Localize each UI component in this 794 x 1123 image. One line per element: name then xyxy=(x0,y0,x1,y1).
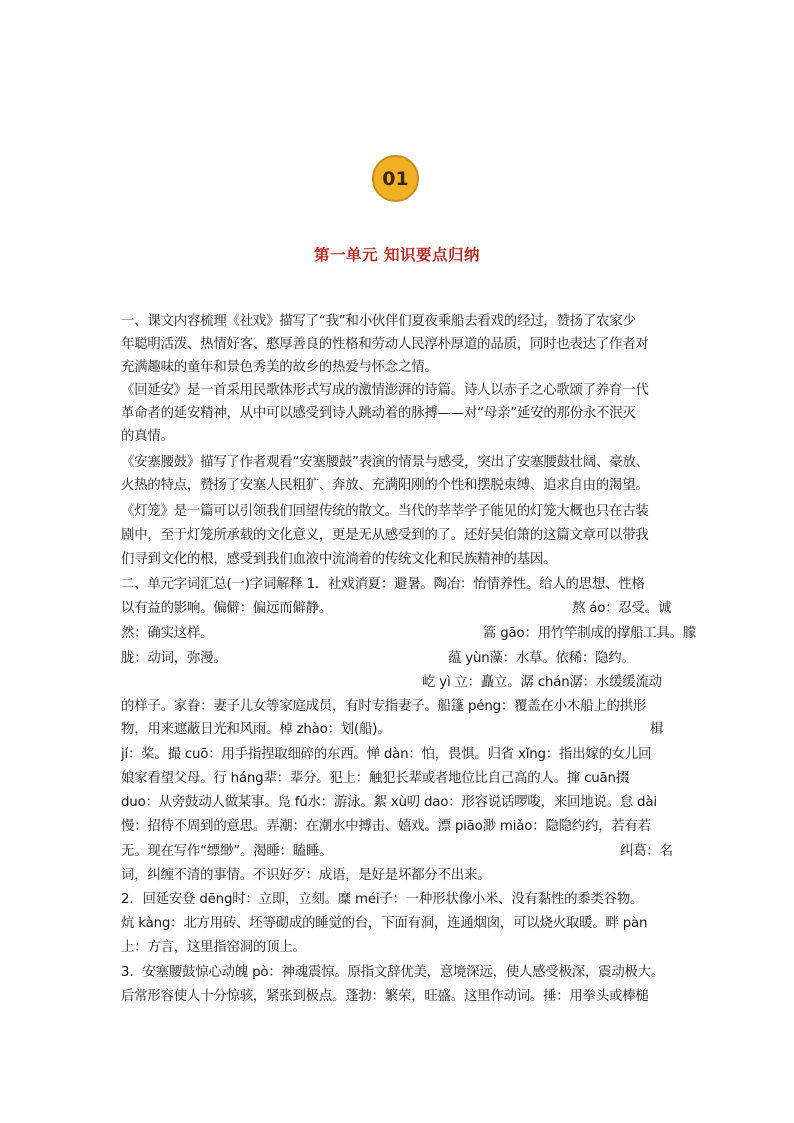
text-line: 屹 yì 立：矗立。潺 chán潺：水缓缓流动 xyxy=(422,675,662,690)
text-line: 熬 áo：忍受。诚 xyxy=(572,601,672,616)
text-line: 纠葛：名 xyxy=(620,844,673,859)
text-line: 3．安塞腰鼓惊心动魄 pò：神魂震惊。原指文辞优美，意境深远，使人感受极深，震动极大。 xyxy=(121,965,665,980)
text-line: 胧：动词，弥漫。 xyxy=(121,651,227,666)
text-line: 一、课文内容梳理《社戏》描写了“我”和小伙伴们夏夜乘船去看戏的经过，赞扬了农家少 xyxy=(121,314,636,329)
text-line: 词，纠缠不清的事情。不识好歹：成语，是好是坏都分不出来。 xyxy=(121,868,491,883)
section-number-badge xyxy=(372,155,419,202)
text-line: 们寻到文化的根，感受到我们血液中流淌着的传统文化和民族精神的基因。 xyxy=(121,552,557,567)
text-line: 的真情。 xyxy=(121,429,174,444)
badge-number: 01 xyxy=(382,167,409,190)
text-line: 年聪明活泼、热情好客、憨厚善良的性格和劳动人民淳朴厚道的品质，同时也表达了作者对 xyxy=(121,337,649,352)
text-line: jí：桨。撮 cuō：用手指捏取细碎的东西。惮 dàn：怕，畏惧。归省 xǐng：指出嫁的女儿回 xyxy=(121,747,652,762)
text-line: 《安塞腰鼓》描写了作者观看“安塞腰鼓”表演的情景与感受，突出了安塞腰鼓壮阔、豪放、 xyxy=(121,455,649,470)
text-line: duo：从旁鼓动人做某事。凫 fú水：游泳。絮 xù叨 dao：形容说话啰唆，来回地说。怠 dài xyxy=(121,795,657,810)
text-line: 二、单元字词汇总(一)字词解释 1．社戏消夏：避暑。陶冶：怡情养性。给人的思想、性格 xyxy=(121,577,645,592)
text-line: 物，用来遮蔽日光和风雨。棹 zhào：划(船)。 xyxy=(121,722,391,737)
text-line: 蕴 yùn藻：水草。依稀：隐约。 xyxy=(448,651,635,666)
text-line: 2．回延安登 dēng时：立即，立刻。糜 méi子：一种形状像小米、没有黏性的黍类谷物。 xyxy=(121,892,644,907)
text-line: 的样子。家眷：妻子儿女等家庭成员，有时专指妻子。船篷 péng：覆盖在小木船上的拱形 xyxy=(121,699,647,714)
text-line: 篙 gāo：用竹竿制成的撑船工具。朦 xyxy=(483,626,697,641)
page-title: 第一单元 知识要点归纳 xyxy=(314,245,480,264)
text-line: 后常形容使人十分惊骇，紧张到极点。蓬勃：繁荣，旺盛。这里作动词。捶：用拳头或棒槌 xyxy=(121,989,649,1004)
text-line: 火热的特点，赞扬了安塞人民粗犷、奔放、充满阳刚的个性和摆脱束缚、追求自由的渴望。 xyxy=(121,478,649,493)
text-line: 《回延安》是一首采用民歌体形式写成的激情澎湃的诗篇。诗人以赤子之心歌颂了养育一代 xyxy=(121,383,649,398)
text-line: 楫 xyxy=(650,722,664,737)
text-line: 剧中，至于灯笼所承载的文化意义，更是无从感受到的了。还好吴伯箫的这篇文章可以带我 xyxy=(121,528,649,543)
badge-circle xyxy=(372,155,419,202)
text-line: 娘家看望父母。行 háng辈：辈分。犯上：触犯长辈或者地位比自己高的人。撺 cuān掇 xyxy=(121,771,630,786)
text-line: 革命者的延安精神，从中可以感受到诗人跳动着的脉搏——对“母亲”延安的那份永不泯灭 xyxy=(121,406,636,421)
text-line: 《灯笼》是一篇可以引领我们回望传统的散文。当代的莘莘学子能见的灯笼大概也只在古装 xyxy=(121,504,649,519)
text-line: 充满趣味的童年和景色秀美的故乡的热爱与怀念之情。 xyxy=(121,360,438,375)
text-line: 慢：招待不周到的意思。弄潮：在潮水中搏击、嬉戏。漂 piāo渺 miǎo：隐隐约约，若有若 xyxy=(121,819,651,834)
text-line: 上：方言，这里指窑洞的顶上。 xyxy=(121,940,306,955)
text-line: 以有益的影响。偏僻：偏远而僻静。 xyxy=(121,601,333,616)
text-line: 然：确实这样。 xyxy=(121,626,214,641)
text-line: 无。现在写作“缥缈”。渴睡：瞌睡。 xyxy=(121,844,333,859)
text-line: 炕 kàng：北方用砖、坯等砌成的睡觉的台，下面有洞，连通烟囱，可以烧火取暖。畔 pàn xyxy=(121,916,648,931)
